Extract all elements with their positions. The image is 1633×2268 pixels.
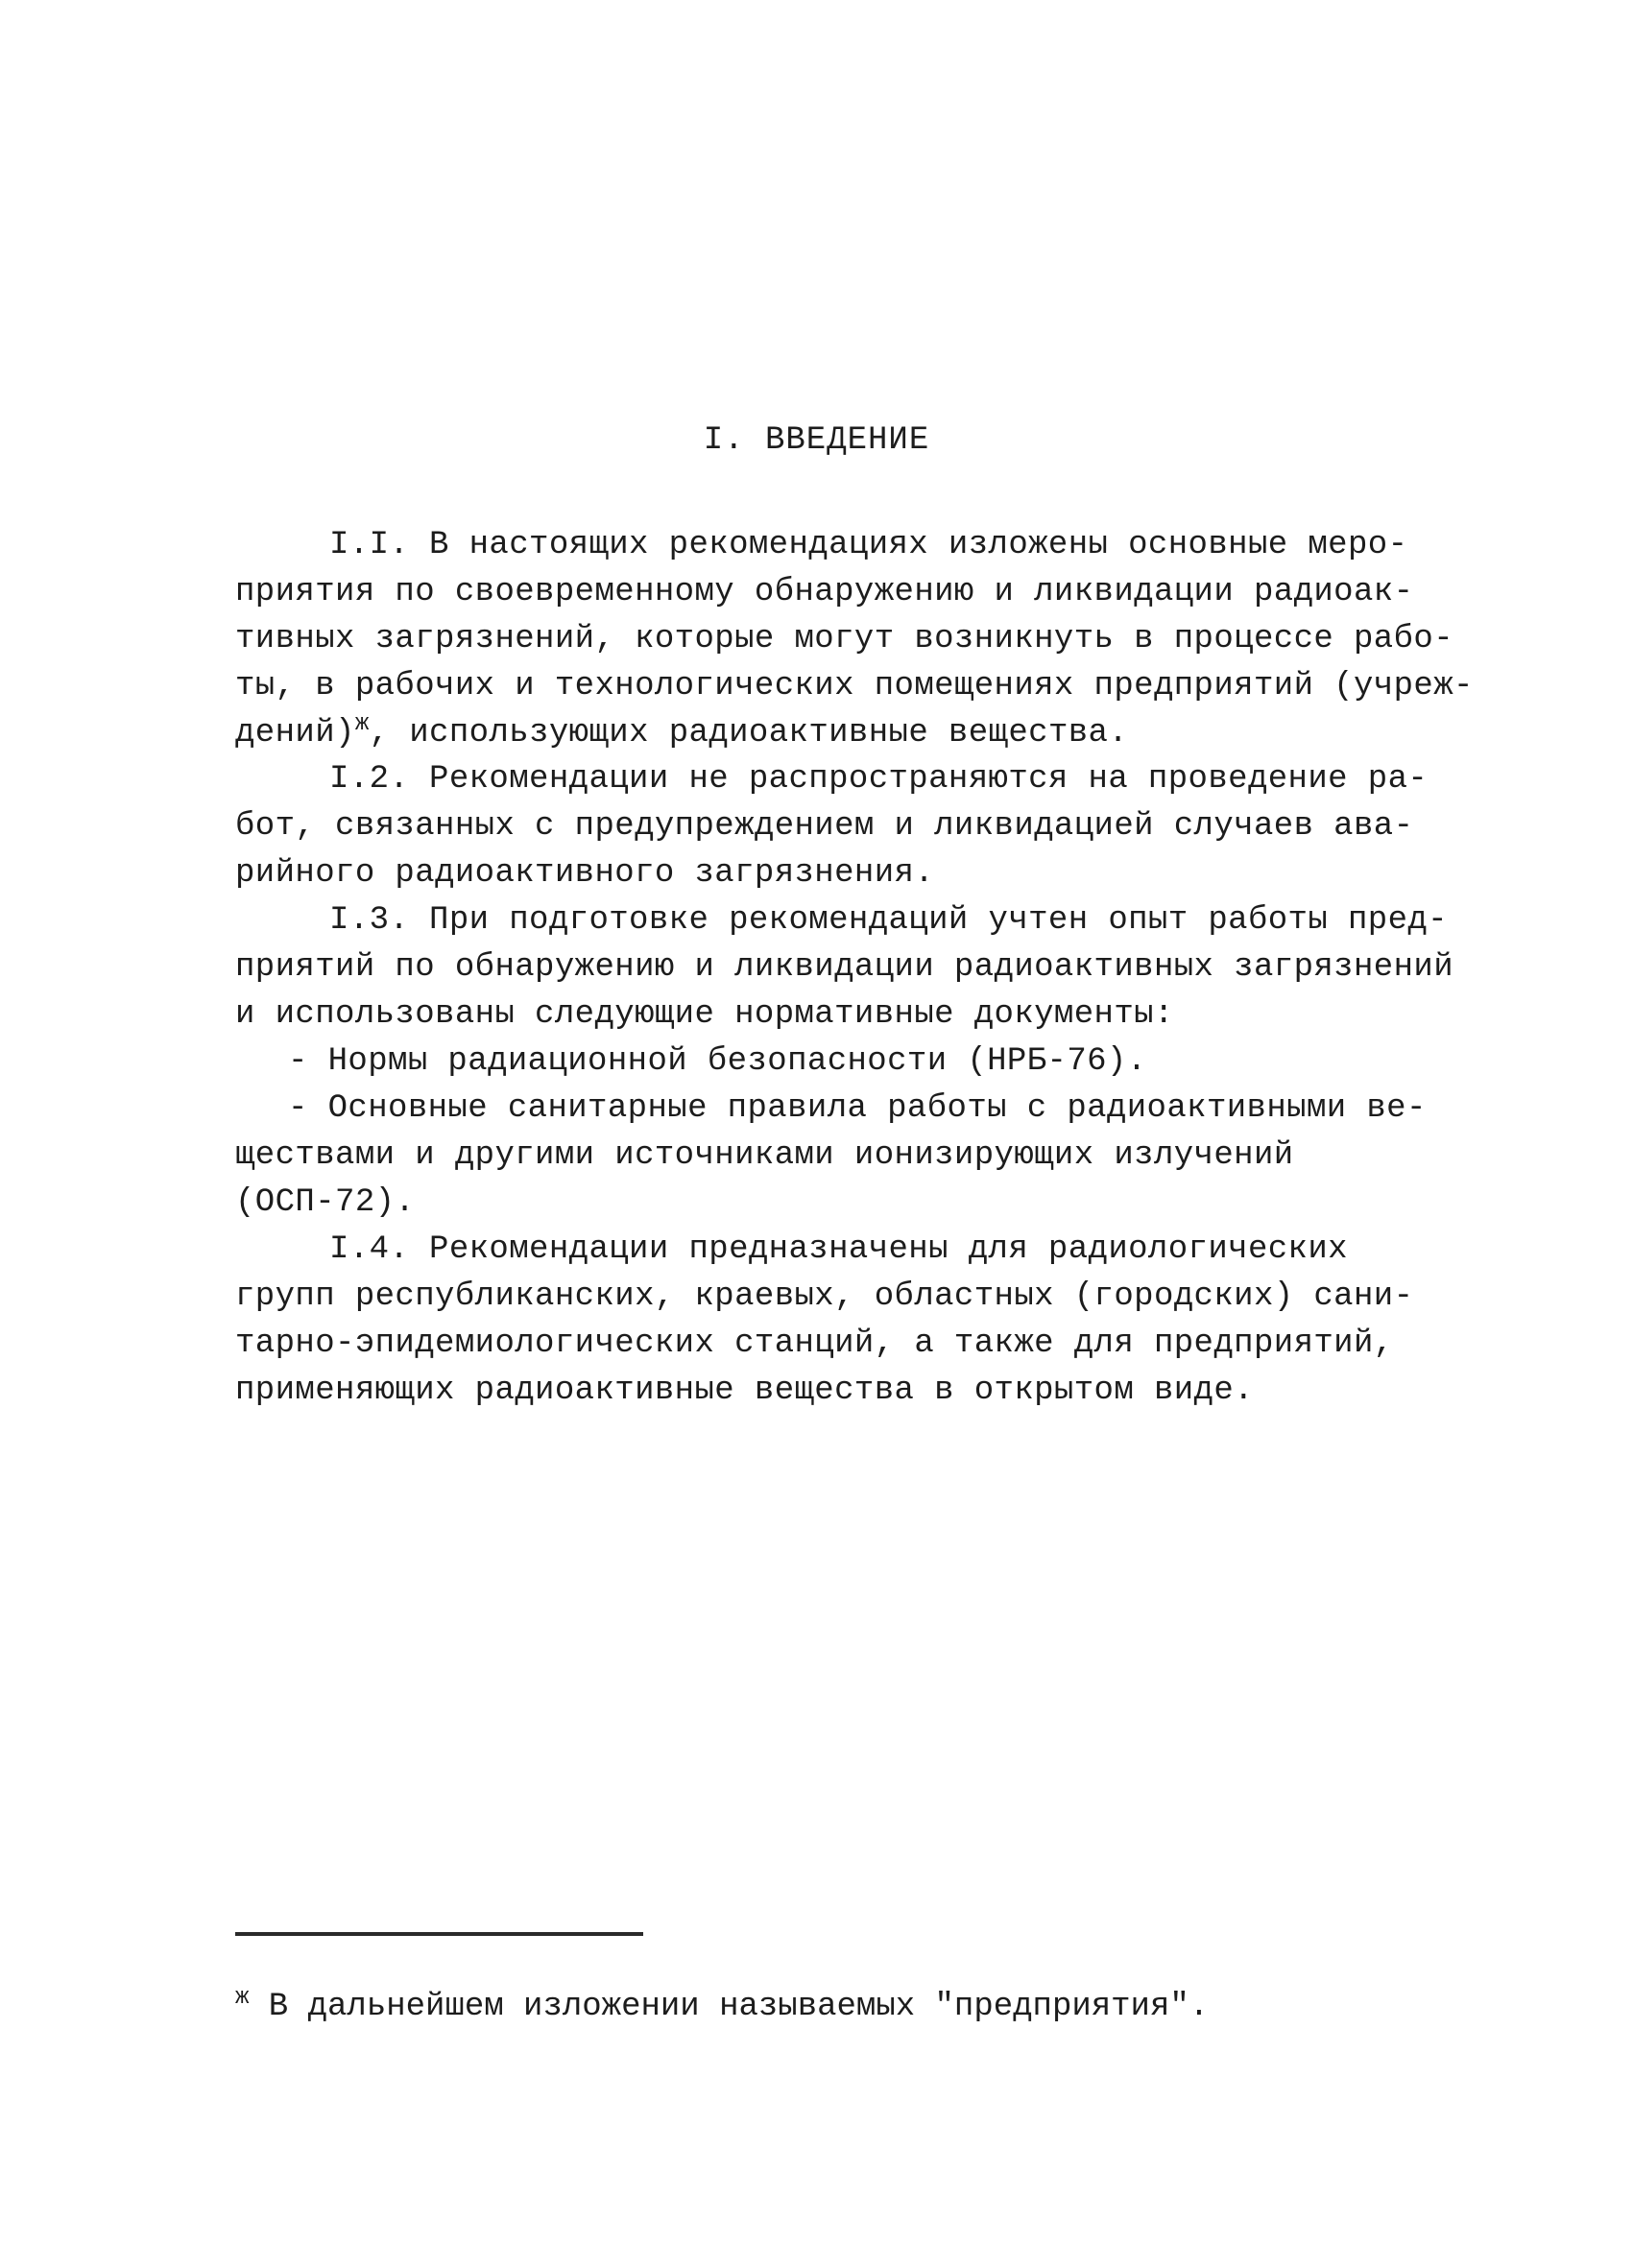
paragraph-1-4-line-2: групп республиканских, краевых, областных (городских) сани- xyxy=(235,1278,1414,1315)
paragraph-1-3-line-3: и использованы следующие нормативные документы: xyxy=(235,996,1174,1033)
bullet-nrb-76: - Нормы радиационной безопасности (НРБ-76). xyxy=(288,1043,1147,1080)
paragraph-1-2-line-3: рийного радиоактивного загрязнения. xyxy=(235,855,935,892)
paragraph-1-1-line-5 xyxy=(235,712,1128,757)
paragraph-1-1-line-4: ты, в рабочих и технологических помещениях предприятий (учреж- xyxy=(235,668,1474,704)
paragraph-1-1-line-1: I.I. В настоящих рекомендациях изложены основные меро- xyxy=(329,527,1408,563)
footnote-reference-mark: ж xyxy=(354,711,370,737)
footnote-separator xyxy=(235,1932,643,1936)
footnote xyxy=(235,1985,1210,2025)
paragraph-1-2-line-2: бот, связанных с предупреждением и ликвидацией случаев ава- xyxy=(235,808,1414,845)
bullet-osp-72-line-3: (ОСП-72). xyxy=(235,1184,416,1221)
paragraph-1-3-line-1: I.3. При подготовке рекомендаций учтен опыт работы пред- xyxy=(329,902,1448,939)
paragraph-1-1-line-5-start: дений) xyxy=(235,715,355,752)
footnote-mark: ж xyxy=(235,1985,250,2011)
paragraph-1-1-line-5-end: , использующих радиоактивные вещества. xyxy=(369,715,1129,752)
section-heading: I. ВВЕДЕНИЕ xyxy=(703,422,930,459)
paragraph-1-4-line-4: применяющих радиоактивные вещества в открытом виде. xyxy=(235,1373,1254,1409)
paragraph-1-1-line-3: тивных загрязнений, которые могут возникнуть в процессе рабо- xyxy=(235,621,1454,657)
bullet-osp-72-line-2: ществами и другими источниками ионизирующих излучений xyxy=(235,1137,1294,1174)
bullet-osp-72-line-1: - Основные санитарные правила работы с радиоактивными ве- xyxy=(288,1090,1427,1127)
paragraph-1-1-line-2: приятия по своевременному обнаружению и ликвидации радиоак- xyxy=(235,574,1414,610)
paragraph-1-4-line-1: I.4. Рекомендации предназначены для радиологических xyxy=(329,1231,1348,1268)
paragraph-1-2-line-1: I.2. Рекомендации не распространяются на проведение ра- xyxy=(329,761,1429,798)
paragraph-1-4-line-3: тарно-эпидемиологических станций, а также для предприятий, xyxy=(235,1325,1394,1362)
footnote-text: В дальнейшем изложении называемых "предприятия". xyxy=(249,1989,1210,2025)
paragraph-1-3-line-2: приятий по обнаружению и ликвидации радиоактивных загрязнений xyxy=(235,949,1454,986)
